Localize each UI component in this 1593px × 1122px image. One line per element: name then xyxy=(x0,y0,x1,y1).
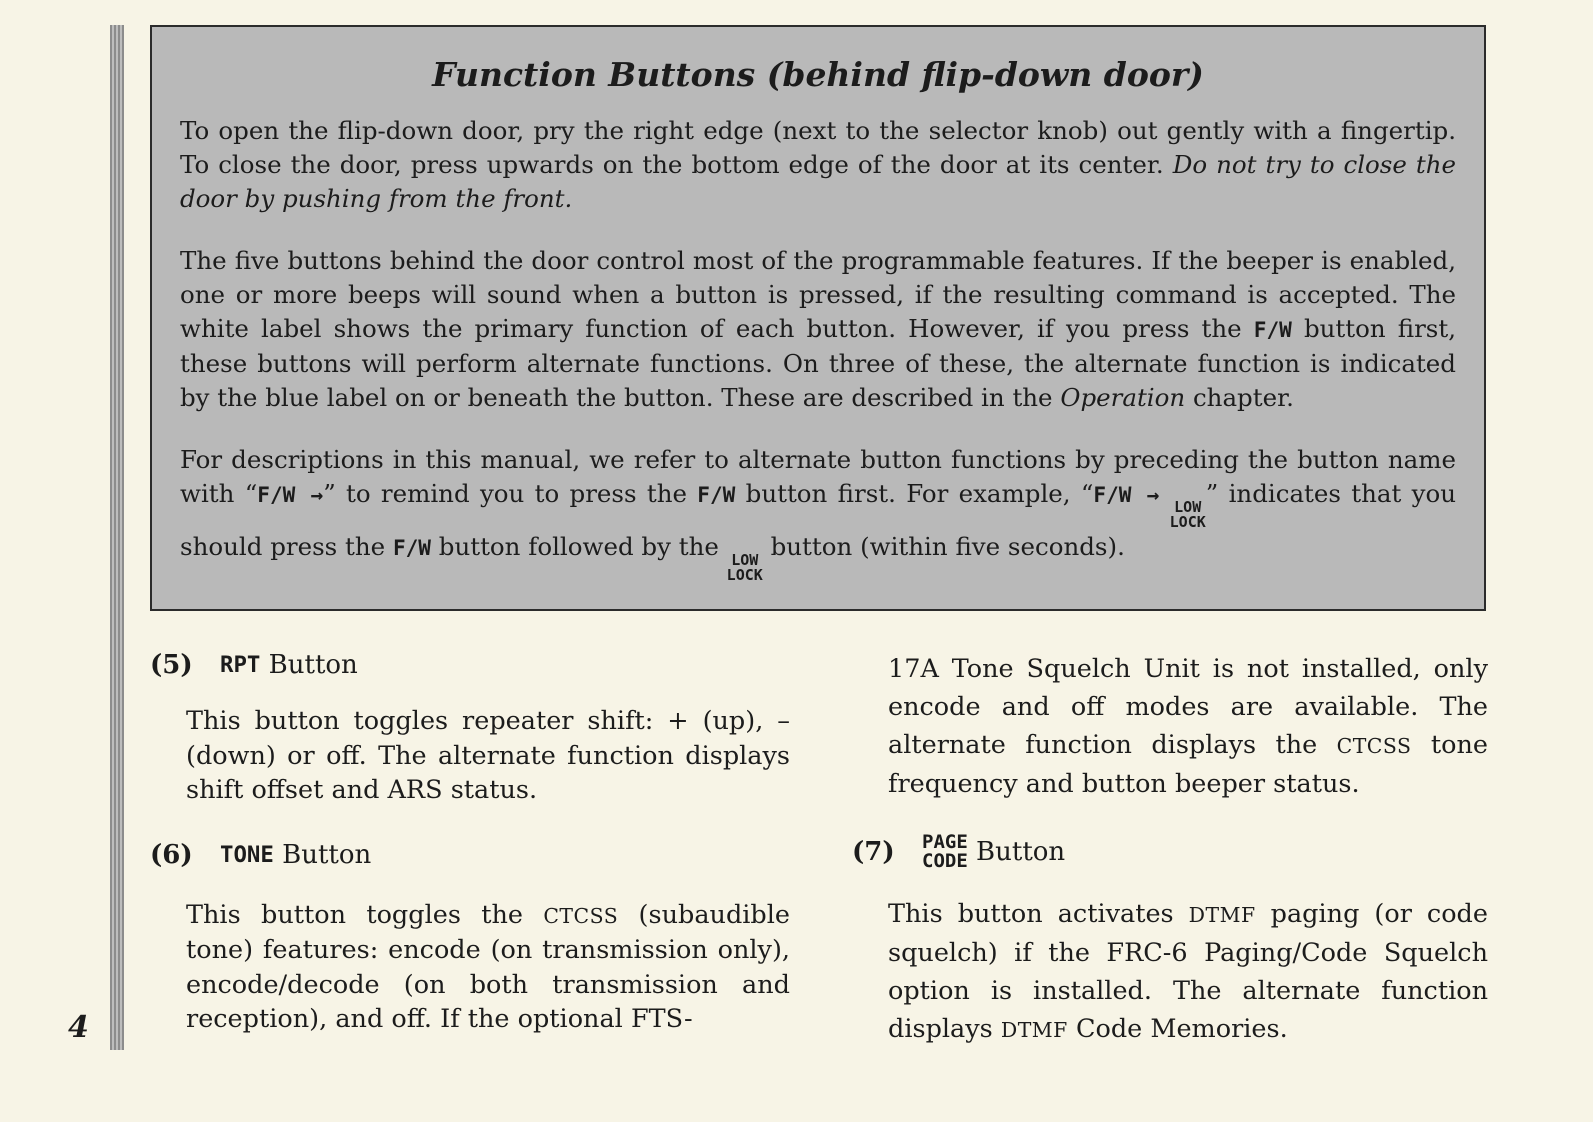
paragraph-five-buttons xyxy=(180,244,1456,415)
section-7-text-c: Code Memories. xyxy=(1075,1014,1288,1044)
low-text: LOW xyxy=(731,551,759,569)
section-6-heading xyxy=(150,838,790,872)
section-number: (6) xyxy=(150,839,193,870)
low-text: LOW xyxy=(1174,498,1202,516)
section-5-heading xyxy=(150,648,790,682)
section-6-text-b: (subaudible tone) features: encode (on transmission only), encode/decode (on both transmission and reception), and off. If the optional FTS- xyxy=(186,899,791,1034)
page-text: PAGE xyxy=(922,831,968,853)
fw-key-label: F/W xyxy=(697,482,736,507)
page-binding-edge xyxy=(110,25,124,1050)
p2-a: The five buttons behind the door control most of the programmable features. If the beeper is enabled, one or more beeps will sound when a button is pressed, if the resulting command is accepted. The white label shows the primary function of each button. However, if you press the xyxy=(180,246,1456,343)
p3-c: button first. For example, “ xyxy=(745,479,1094,508)
p1-italic: Do not try to close the door by pushing from the front. xyxy=(180,150,1456,213)
dtmf-text: DTMF xyxy=(1188,903,1256,927)
p2-b: button first, these buttons will perform alternate functions. On three of these, the alternate function is indicated by the blue label on or beneath the button. These are described in the xyxy=(180,314,1456,412)
fw-key-label: F/W xyxy=(392,535,431,560)
p2-c: chapter. xyxy=(1192,383,1294,412)
low-lock-key-label xyxy=(1170,500,1206,530)
button-word: Button xyxy=(976,837,1066,867)
section-number: (5) xyxy=(150,650,193,680)
p3-a: For descriptions in this manual, we refer to alternate button functions by preceding the button name with “ xyxy=(180,445,1456,508)
section-7-body xyxy=(852,895,1488,1049)
fw-arrow-label: F/W → xyxy=(1093,482,1160,507)
section-7-text-b: paging (or code squelch) if the FRC-6 Paging/Code Squelch option is installed. The alternate function displays xyxy=(888,899,1488,1044)
p3-e: button followed by the xyxy=(438,532,719,561)
code-text: CODE xyxy=(922,850,968,872)
tone-key-label: TONE xyxy=(220,841,274,868)
page-code-key-label xyxy=(922,833,968,871)
dtmf-text: DTMF xyxy=(1000,1018,1068,1042)
paragraph-descriptions xyxy=(180,443,1456,583)
section-6-continuation xyxy=(852,650,1488,803)
paragraph-open-door xyxy=(180,114,1456,216)
p3-b: ” to remind you to press the xyxy=(323,479,687,508)
section-7-heading xyxy=(852,833,1488,871)
rpt-key-label: RPT xyxy=(220,652,261,678)
left-column xyxy=(150,648,790,1037)
low-lock-key-label xyxy=(727,553,763,583)
continuation-text-a: 17A Tone Squelch Unit is not installed, only encode and off modes are available. The alternate function displays the xyxy=(888,654,1488,760)
p3-f: button (within five seconds). xyxy=(770,532,1125,561)
box-title: Function Buttons (behind flip-down door) xyxy=(432,55,1204,94)
page-number: 4 xyxy=(68,1010,89,1045)
button-word: Button xyxy=(268,650,358,680)
ctcss-text: CTCSS xyxy=(543,903,619,928)
fw-key-label: F/W xyxy=(1253,317,1292,342)
p2-italic: Operation xyxy=(1060,383,1186,412)
fw-arrow-label: F/W → xyxy=(257,482,324,507)
section-6-text-a: This button toggles the xyxy=(186,899,523,930)
p1-text: To open the flip-down door, pry the right edge (next to the selector knob) out gently with a fingertip. To close the door, press upwards on the bottom edge of the door at its center. xyxy=(180,116,1456,179)
button-word: Button xyxy=(282,839,372,870)
right-column xyxy=(852,650,1488,1049)
section-5-body: This button toggles repeater shift: + (up), – (down) or off. The alternate function displays shift offset and ARS status. xyxy=(186,706,790,805)
section-6-body xyxy=(150,898,790,1037)
continuation-text-b: tone frequency and button beeper status. xyxy=(888,730,1488,799)
lock-text: LOCK xyxy=(726,566,763,584)
function-buttons-box xyxy=(150,25,1486,611)
ctcss-text: CTCSS xyxy=(1336,734,1412,758)
section-7-text-a: This button activates xyxy=(888,899,1174,929)
p3-d: ” indicates that you should press the xyxy=(180,479,1457,561)
lock-text: LOCK xyxy=(1169,513,1206,531)
section-number: (7) xyxy=(852,837,895,867)
